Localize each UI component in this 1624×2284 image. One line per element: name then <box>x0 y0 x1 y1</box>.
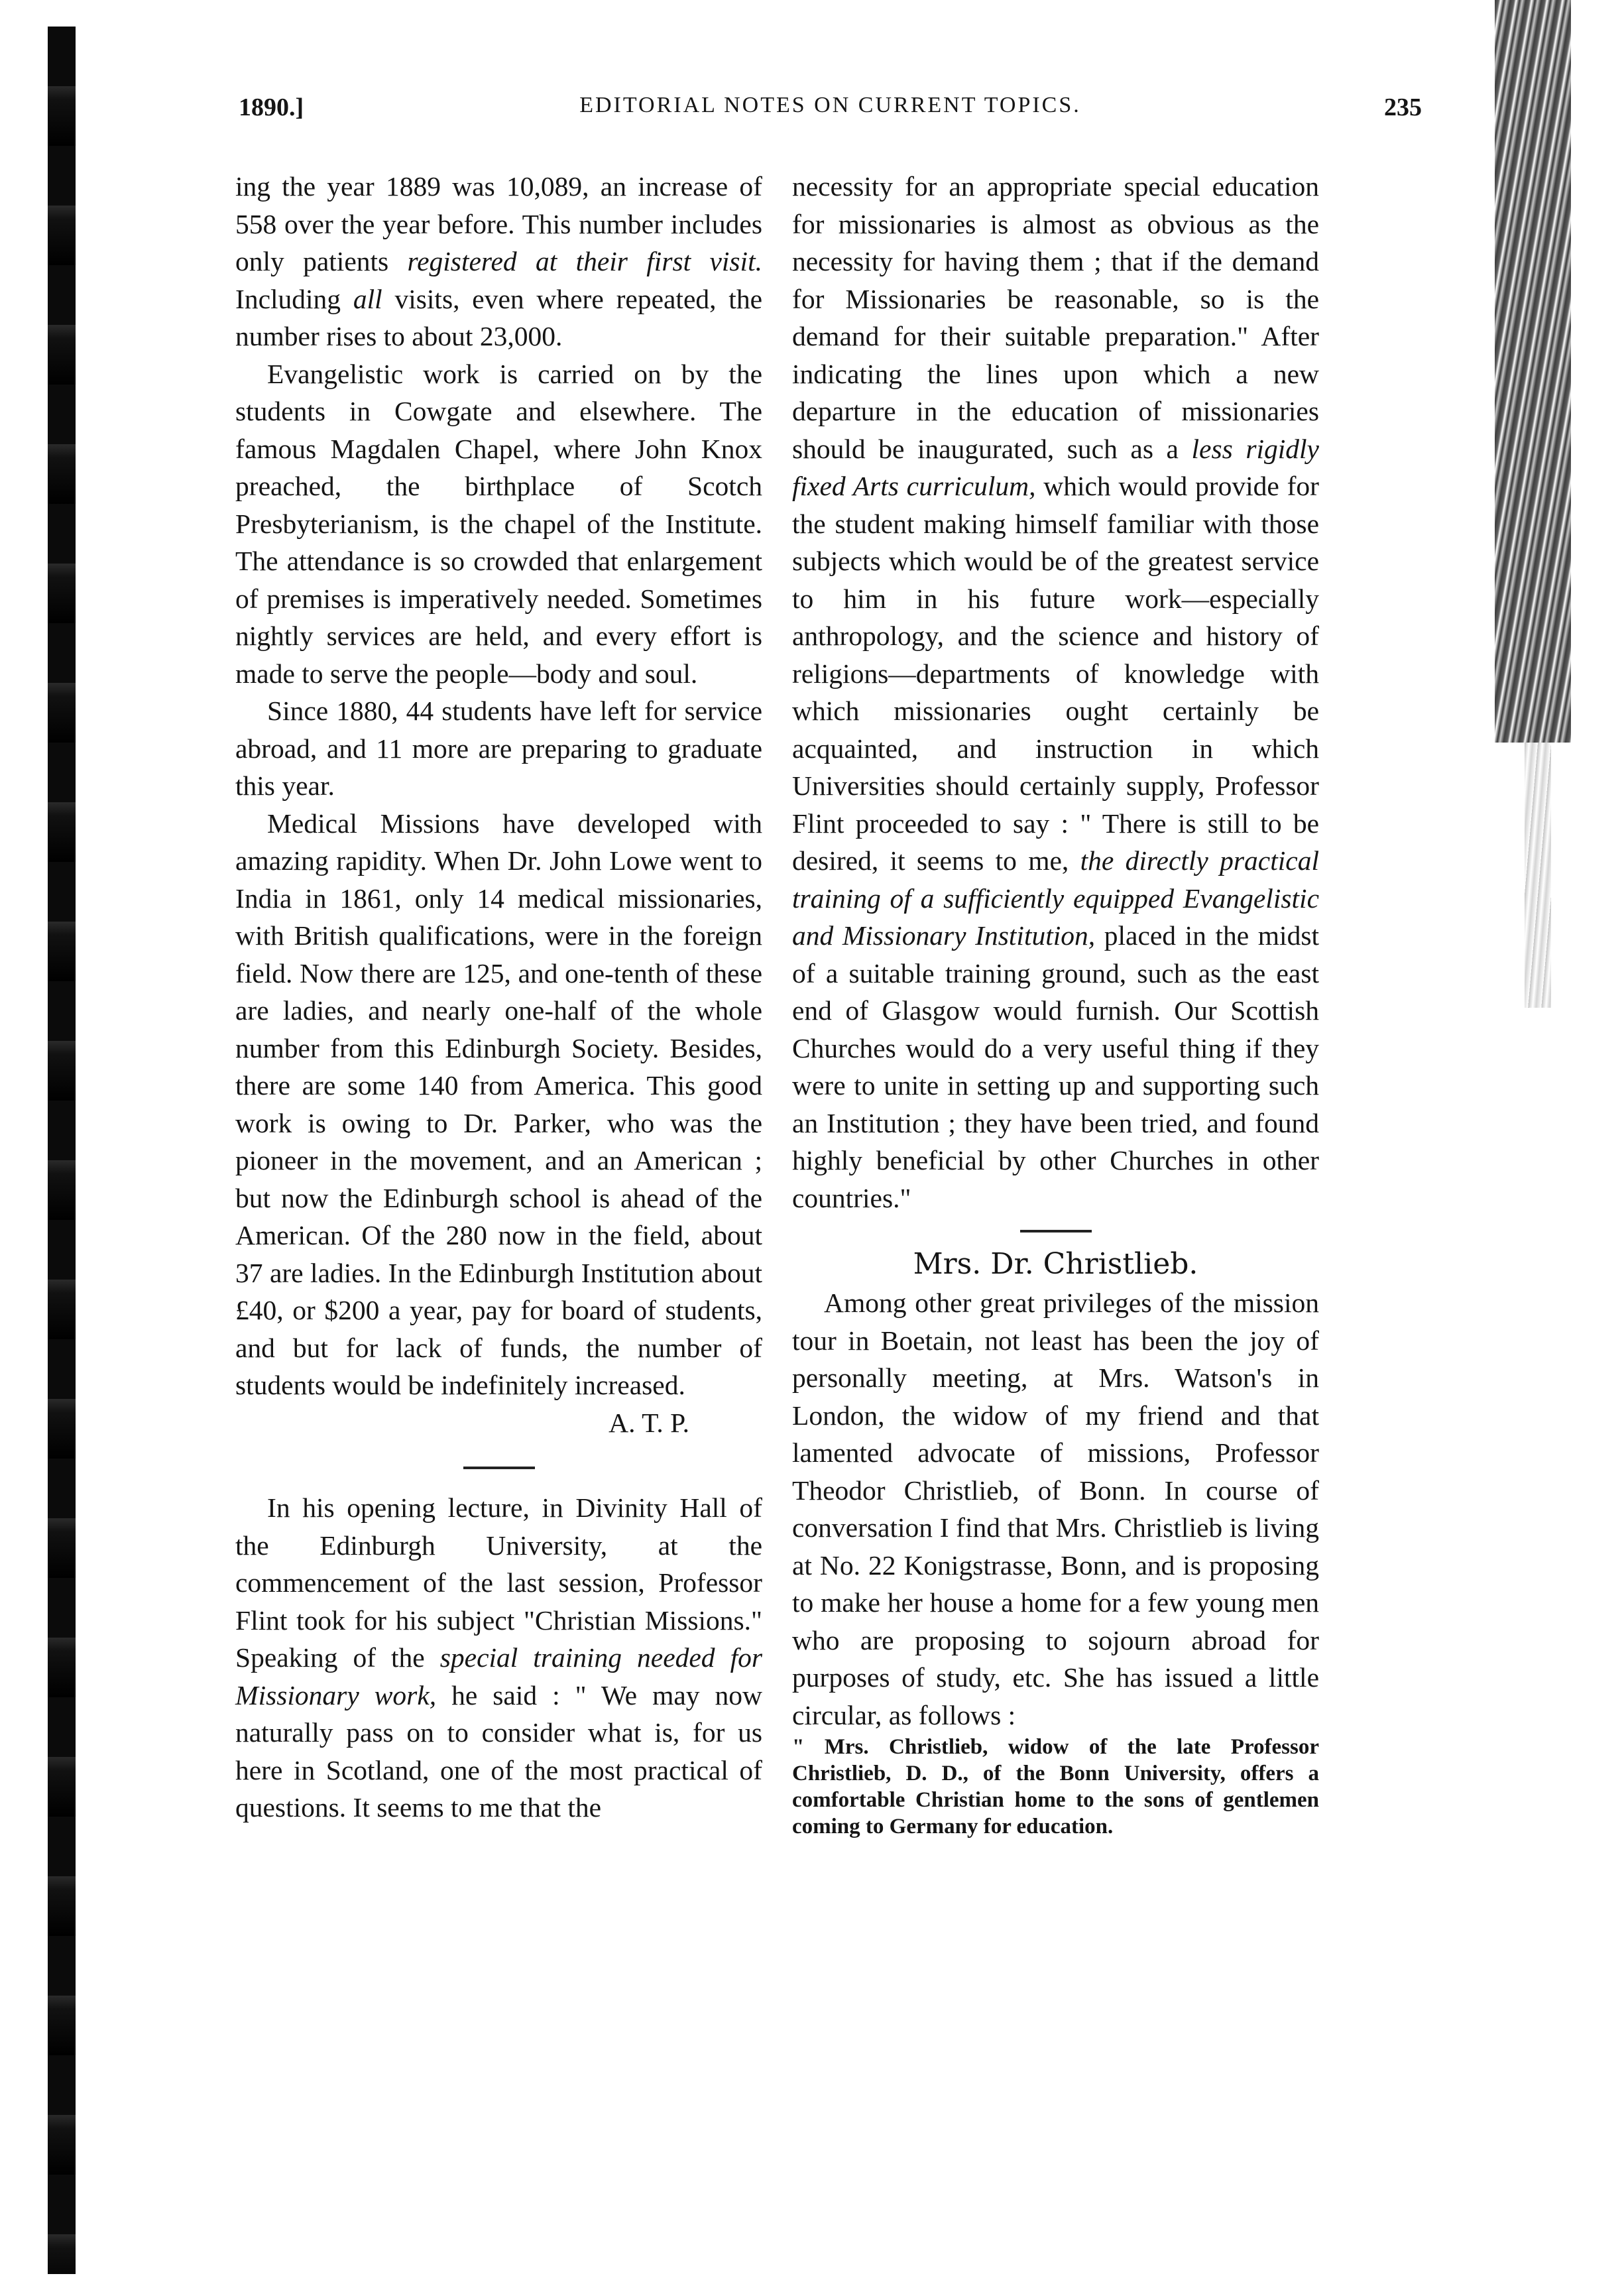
right-column <box>792 168 1319 1840</box>
left-paragraph-5: In his opening lecture, in Divinity Hall of the Edinburgh University, at the commencement of the last session, Professor Flint took for his subject "Christian Missions." Speaking of the special training needed for Missionary work, he said : " We may now naturally pass on to consider what is, for us here in Scotland, one of the most practical of questions. It seems to me that the <box>235 1492 762 1823</box>
right-paragraph-2: Among other great privileges of the mission tour in Boetain, not least has been the joy of personally meeting, at Mrs. Watson's in London, the widow of my friend and that lamented advocate of missions, Professor Theodor Christlieb, of Bonn. In course of conversation I find that Mrs. Christlieb is living at No. 22 Konigstrasse, Bonn, and is proposing to make her house a home for a few young men who are proposing to sojourn abroad for purposes of study, etc. She has issued a little circular, as follows : <box>792 1288 1319 1730</box>
header-year: 1890.] <box>239 93 304 121</box>
page-number: 235 <box>1384 93 1422 121</box>
scan-binding-edge <box>48 27 76 2274</box>
header-title: EDITORIAL NOTES ON CURRENT TOPICS. <box>579 93 1081 117</box>
right-paragraph-1: necessity for an appropriate special education for missionaries is almost as obvious as the necessity for having them ; that if the demand for Missionaries be reasonable, so is the demand for their suitable preparation." After indicating the lines upon which a new departure in the education of missionaries should be inaugurated, such as a less rigidly fixed Arts curriculum, which would provide for the student making himself familiar with those subjects which would be of the greatest service to him in his future work—especially anthropology, and the science and history of religions—departments of knowledge with which missionaries ought certainly be acquainted, and instruction in which Universities should certainly supply, Professor Flint proceeded to say : " There is still to be desired, it seems to me, the directly practical training of a sufficiently equipped Evangelistic and Missionary Institution, placed in the midst of a suitable training ground, such as the east end of Glasgow would furnish. Our Scottish Churches would do a very useful thing if they were to unite in setting up and supporting such an Institution ; they have been tried, and found highly beneficial by other Churches in other countries." <box>792 171 1320 1213</box>
scan-right-edge-noise <box>1495 0 1571 743</box>
section-divider <box>463 1467 535 1469</box>
circular-quote: " Mrs. Christlieb, widow of the late Professor Christlieb, D. D., of the Bonn University, offers a comfortable Christian home to the sons of gentlemen coming to Germany for education. <box>792 1735 1319 1838</box>
left-column <box>235 168 762 1827</box>
left-paragraph-4: Medical Missions have developed with amazing rapidity. When Dr. John Lowe went to India in 1861, only 14 medical missionaries, with British qualifications, were in the foreign field. Now there are 125, and one-tenth of these are ladies, and nearly one-half of the whole number from this Edinburgh Society. Besides, there are some 140 from America. This good work is owing to Dr. Parker, who was the pioneer in the movement, and an American ; but now the Edinburgh school is ahead of the American. Of the 280 now in the field, about 37 are ladies. In the Edinburgh Institution about £40, or $200 a year, pay for board of students, and but for lack of funds, the number of students would be indefinitely increased. <box>235 808 762 1400</box>
left-paragraph-1: ing the year 1889 was 10,089, an increase of 558 over the year before. This number includes only patients registered at their first visit. Including all visits, even where repeated, the number rises to about 23,000. <box>235 171 762 351</box>
running-header <box>239 93 1422 133</box>
left-paragraph-3: Since 1880, 44 students have left for service abroad, and 11 more are preparing to graduate this year. <box>235 695 762 801</box>
left-paragraph-2: Evangelistic work is carried on by the students in Cowgate and elsewhere. The famous Magdalen Chapel, where John Knox preached, the birthplace of Scotch Presbyterianism, is the chapel of the Institute. The attendance is so crowded that enlargement of premises is imperatively needed. Sometimes nightly services are held, and every effort is made to serve the people—body and soul. <box>235 358 762 689</box>
scan-right-edge-fade <box>1525 743 1551 1008</box>
section-divider-right <box>1020 1230 1092 1232</box>
article-signature: A. T. P. <box>609 1407 689 1438</box>
section-heading: Mrs. Dr. Christlieb. <box>913 1247 1198 1281</box>
